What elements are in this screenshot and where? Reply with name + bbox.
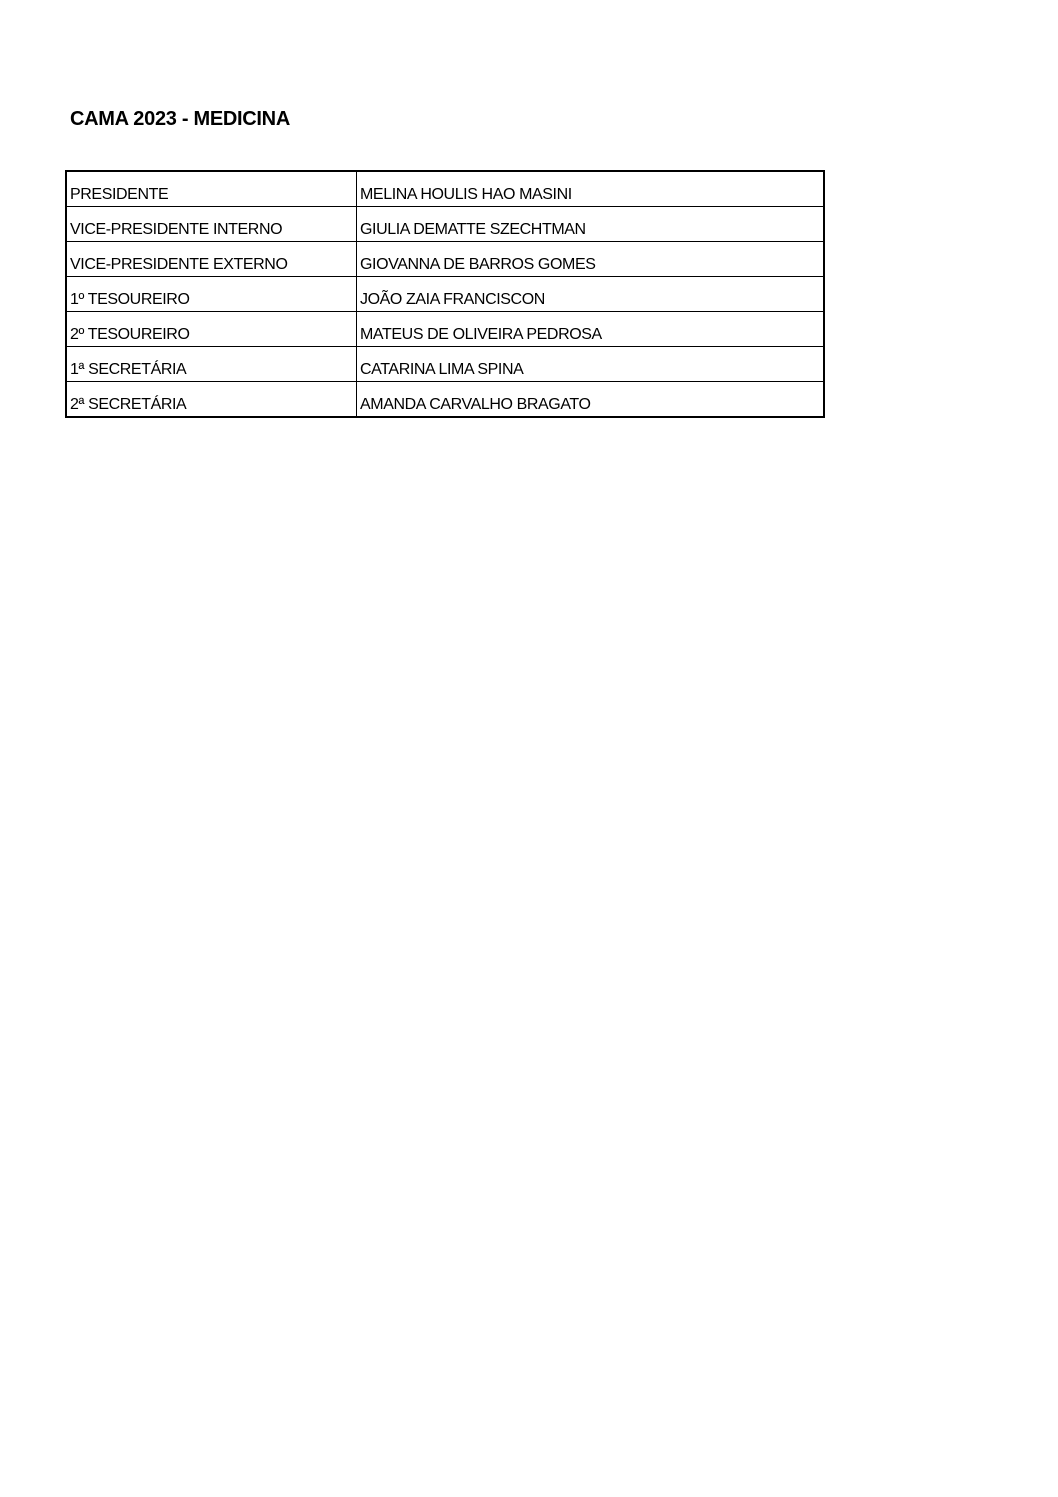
table-row xyxy=(66,242,824,277)
name-cell: JOÃO ZAIA FRANCISCON xyxy=(357,277,825,312)
role-cell: 1º TESOUREIRO xyxy=(66,277,357,312)
role-cell: VICE-PRESIDENTE EXTERNO xyxy=(66,242,357,277)
role-cell: 2º TESOUREIRO xyxy=(66,312,357,347)
name-cell: MATEUS DE OLIVEIRA PEDROSA xyxy=(357,312,825,347)
table-row xyxy=(66,171,824,207)
role-cell: 2ª SECRETÁRIA xyxy=(66,382,357,418)
name-cell: GIULIA DEMATTE SZECHTMAN xyxy=(357,207,825,242)
table-row xyxy=(66,347,824,382)
role-cell: PRESIDENTE xyxy=(66,171,357,207)
name-cell: CATARINA LIMA SPINA xyxy=(357,347,825,382)
table-row xyxy=(66,277,824,312)
roster-table xyxy=(65,170,825,418)
role-cell: 1ª SECRETÁRIA xyxy=(66,347,357,382)
name-cell: AMANDA CARVALHO BRAGATO xyxy=(357,382,825,418)
table-row xyxy=(66,207,824,242)
role-cell: VICE-PRESIDENTE INTERNO xyxy=(66,207,357,242)
name-cell: GIOVANNA DE BARROS GOMES xyxy=(357,242,825,277)
table-row xyxy=(66,382,824,418)
table-row xyxy=(66,312,824,347)
page-title: CAMA 2023 - MEDICINA xyxy=(70,108,290,130)
name-cell: MELINA HOULIS HAO MASINI xyxy=(357,171,825,207)
